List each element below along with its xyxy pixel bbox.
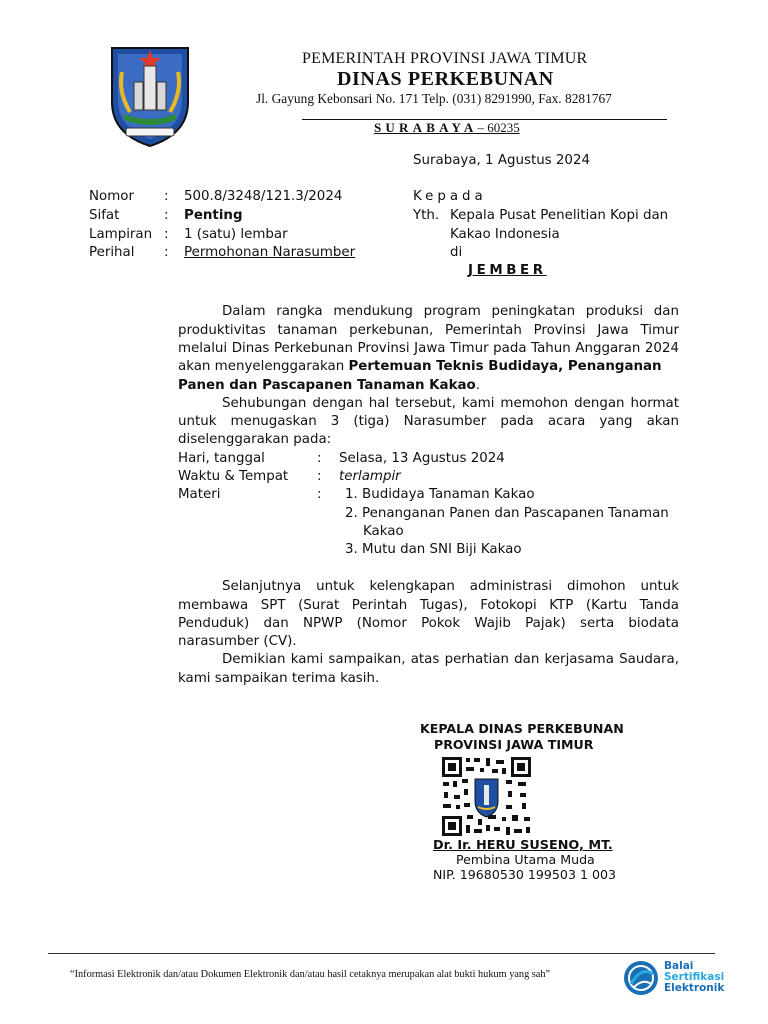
body-line: Penduduk) dan NPWP (Nomor Pokok Wajib Pajak) serta biodata (178, 616, 679, 631)
waktu-label: Waktu & Tempat (178, 469, 289, 484)
signatory-rank: Pembina Utama Muda (456, 852, 595, 867)
body-line: Dalam rangka mendukung program peningkatan produksi dan (222, 304, 679, 319)
colon: : (317, 469, 322, 484)
sifat-value: Penting (184, 208, 243, 223)
body-line: diselenggarakan pada: (178, 432, 332, 447)
signatory-nip: NIP. 19680530 199503 1 003 (433, 867, 617, 882)
body-line: kami sampaikan terima kasih. (178, 671, 380, 686)
materi-item-continued: Kakao (363, 524, 404, 539)
postal-code: – 60235 (477, 120, 520, 135)
lampiran-label: Lampiran (89, 227, 153, 242)
sifat-label: Sifat (89, 208, 120, 223)
colon: : (317, 487, 322, 502)
body-line (178, 359, 679, 374)
qr-code-icon (440, 755, 533, 838)
recipient-di: di (450, 245, 463, 260)
recipient-line-1: Kepala Pusat Penelitian Kopi dan (450, 208, 669, 223)
recipient-honorific: Yth. (413, 208, 440, 223)
body-line (178, 378, 679, 393)
body-text: akan menyelenggarakan (178, 359, 349, 374)
nomor-value: 500.8/3248/121.3/2024 (184, 189, 343, 204)
perihal-value: Permohonan Narasumber (184, 245, 356, 260)
footer-divider (48, 953, 715, 954)
event-title: Pertemuan Teknis Budidaya, Penanganan (348, 359, 662, 374)
hari-label: Hari, tanggal (178, 451, 265, 466)
bsre-line: Balai (664, 960, 694, 972)
signatory-title: PROVINSI JAWA TIMUR (434, 737, 594, 752)
city-name: SURABAYA (374, 120, 478, 135)
waktu-value: terlampir (339, 469, 401, 484)
body-line: Demikian kami sampaikan, atas perhatian dan kerjasama Saudara, (222, 652, 679, 667)
event-title: Panen dan Pascapanen Tanaman Kakao (178, 378, 476, 393)
materi-label: Materi (178, 487, 221, 502)
body-line: narasumber (CV). (178, 634, 297, 649)
colon: : (164, 227, 169, 242)
bsre-wordmark (664, 961, 724, 994)
body-line: melalui Dinas Perkebunan Provinsi Jawa Timur pada Tahun Anggaran 2024 (178, 341, 679, 356)
footer-note: “Informasi Elektronik dan/atau Dokumen Elektronik dan/atau hasil cetaknya merupakan alat bukti hukum yang sah” (70, 969, 551, 980)
government-name: PEMERINTAH PROVINSI JAWA TIMUR (302, 50, 588, 67)
body-line: produktivitas tanaman perkebunan, Pemerintah Provinsi Jawa Timur (178, 323, 679, 338)
recipient-line-2: Kakao Indonesia (450, 227, 560, 242)
recipient-city: JEMBER (468, 263, 547, 278)
colon: : (164, 208, 169, 223)
bsre-logo-icon (621, 960, 661, 996)
materi-item: 3. Mutu dan SNI Biji Kakao (345, 542, 522, 557)
body-line: Selanjutnya untuk kelengkapan administrasi dimohon untuk (222, 579, 679, 594)
body-text: . (475, 378, 480, 393)
signatory-title: KEPALA DINAS PERKEBUNAN (420, 721, 624, 736)
office-address: Jl. Gayung Kebonsari No. 171 Telp. (031) 8291990, Fax. 8281767 (256, 91, 612, 106)
colon: : (164, 245, 169, 260)
coat-of-arms-icon (108, 42, 192, 148)
bsre-line: Sertifikasi (664, 971, 725, 983)
materi-item: 2. Penanganan Panen dan Pascapanen Tanaman (345, 506, 669, 521)
perihal-label: Perihal (89, 245, 135, 260)
recipient-to-label: Kepada (413, 189, 487, 204)
letterhead-city (374, 120, 520, 136)
office-name: DINAS PERKEBUNAN (337, 68, 554, 90)
colon: : (164, 189, 169, 204)
body-line: untuk menugaskan 3 (tiga) Narasumber pada acara yang akan (178, 414, 679, 429)
materi-item: 1. Budidaya Tanaman Kakao (345, 487, 535, 502)
colon: : (317, 451, 322, 466)
nomor-label: Nomor (89, 189, 134, 204)
bsre-line: Elektronik (664, 982, 725, 994)
lampiran-value: 1 (satu) lembar (184, 227, 288, 242)
letter-date: Surabaya, 1 Agustus 2024 (413, 153, 590, 168)
body-line: membawa SPT (Surat Perintah Tugas), Fotokopi KTP (Kartu Tanda (178, 598, 679, 613)
signatory-name: Dr. Ir. HERU SUSENO, MT. (433, 838, 613, 853)
hari-value: Selasa, 13 Agustus 2024 (339, 451, 505, 466)
body-line: Sehubungan dengan hal tersebut, kami memohon dengan hormat (222, 396, 679, 411)
